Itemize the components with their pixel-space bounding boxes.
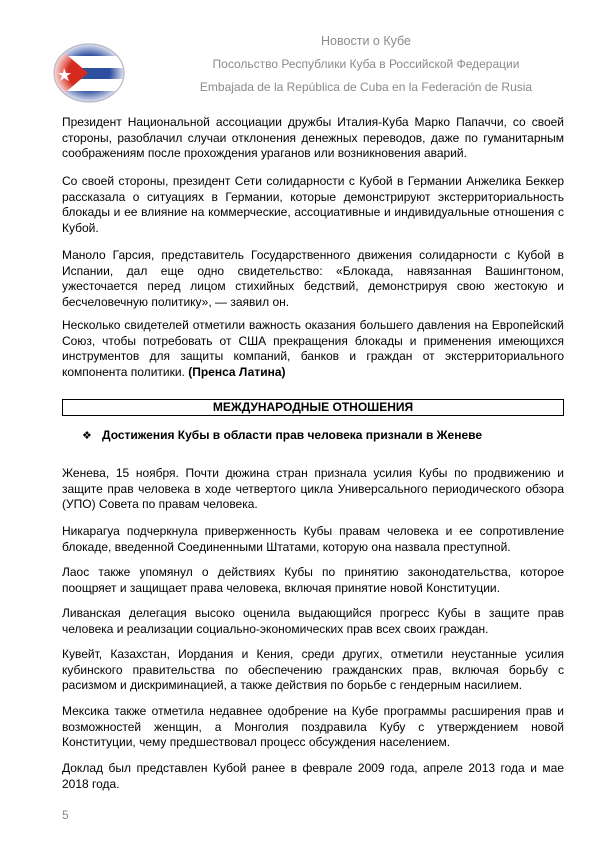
cuba-flag-logo [52,42,126,104]
page-header [0,0,612,110]
paragraph: Кувейт, Казахстан, Иордания и Кения, среди других, отметили неустанные усилия кубинского правительства по обеспечению гражданских прав, включая борьбу с расизмом и дискриминацией, а также действия по борьбе с гендерным насилием. [62,647,564,692]
paragraph: Со своей стороны, президент Сети солидарности с Кубой в Германии Анжелика Беккер рассказала о ситуациях в Германии, которые демонстрируют экстерриториальность блокады и ее влияние на коммерческие, ассоциативные и индивидуальные отношения с Кубой. [62,174,564,235]
section-heading: МЕЖДУНАРОДНЫЕ ОТНОШЕНИЯ [62,399,564,416]
header-title: Новости о Кубе [321,34,411,48]
paragraph [62,318,564,380]
paragraph: Женева, 15 ноября. Почти дюжина стран признала усилия Кубы по продвижению и защите прав человека в ходе четвертого цикла Универсального периодического обзора (УПО) Совета по правам человека. [62,466,564,511]
diamond-bullet-icon: ❖ [82,430,92,442]
header-embassy-es: Embajada de la República de Cuba en la Federación de Rusia [199,80,533,94]
page-number: 5 [62,808,69,822]
paragraph: Доклад был представлен Кубой ранее в феврале 2009 года, апреле 2013 года и мае 2018 года. [62,761,564,791]
article-headline [82,428,482,442]
paragraph: Мексика также отметила недавнее одобрение на Кубе программы расширения прав и возможностей женщин, а Монголия поздравила Кубу с утверждением новой Конституции, чему предшествовал процесс обсуждения населением. [62,704,564,749]
source-credit: (Пренса Латина) [188,364,286,379]
paragraph: Лаос также упомянул о действиях Кубы по принятию законодательства, которое поощряет и защищает права человека, включая принятие новой Конституции. [62,565,564,595]
header-embassy-ru: Посольство Республики Куба в Российской Федерации [212,57,520,71]
paragraph: Маноло Гарсия, представитель Государственного движения солидарности с Кубой в Испании, дал еще одно свидетельство: «Блокада, навязанная Вашингтоном, ужесточается перед лицом стихийных бедствий, демонстрируя свою жестокую и бесчеловечную политику», — заявил он. [62,248,564,309]
paragraph-text: Несколько свидетелей отметили важность оказания большего давления на Европейский Союз, чтобы потребовать от США прекращения блокады и применения имеющихся инструментов для защиты компаний, банков и граждан от экстерриториального компонента политики. [62,318,564,379]
headline-text: Достижения Кубы в области прав человека признали в Женеве [102,428,483,442]
paragraph: Президент Национальной ассоциации дружбы Италия-Куба Марко Папаччи, со своей стороны, разоблачил случаи отклонения денежных переводов, даже по гуманитарным соображениям после прохождения ураганов или возникновения аварий. [62,115,564,160]
paragraph: Никарагуа подчеркнула приверженность Кубы правам человека и ее сопротивление блокаде, введенной Соединенными Штатами, которую она назвала преступной. [62,524,564,554]
paragraph: Ливанская делегация высоко оценила выдающийся прогресс Кубы в защите прав человека и реализации социально-экономических прав всех своих граждан. [62,606,564,636]
